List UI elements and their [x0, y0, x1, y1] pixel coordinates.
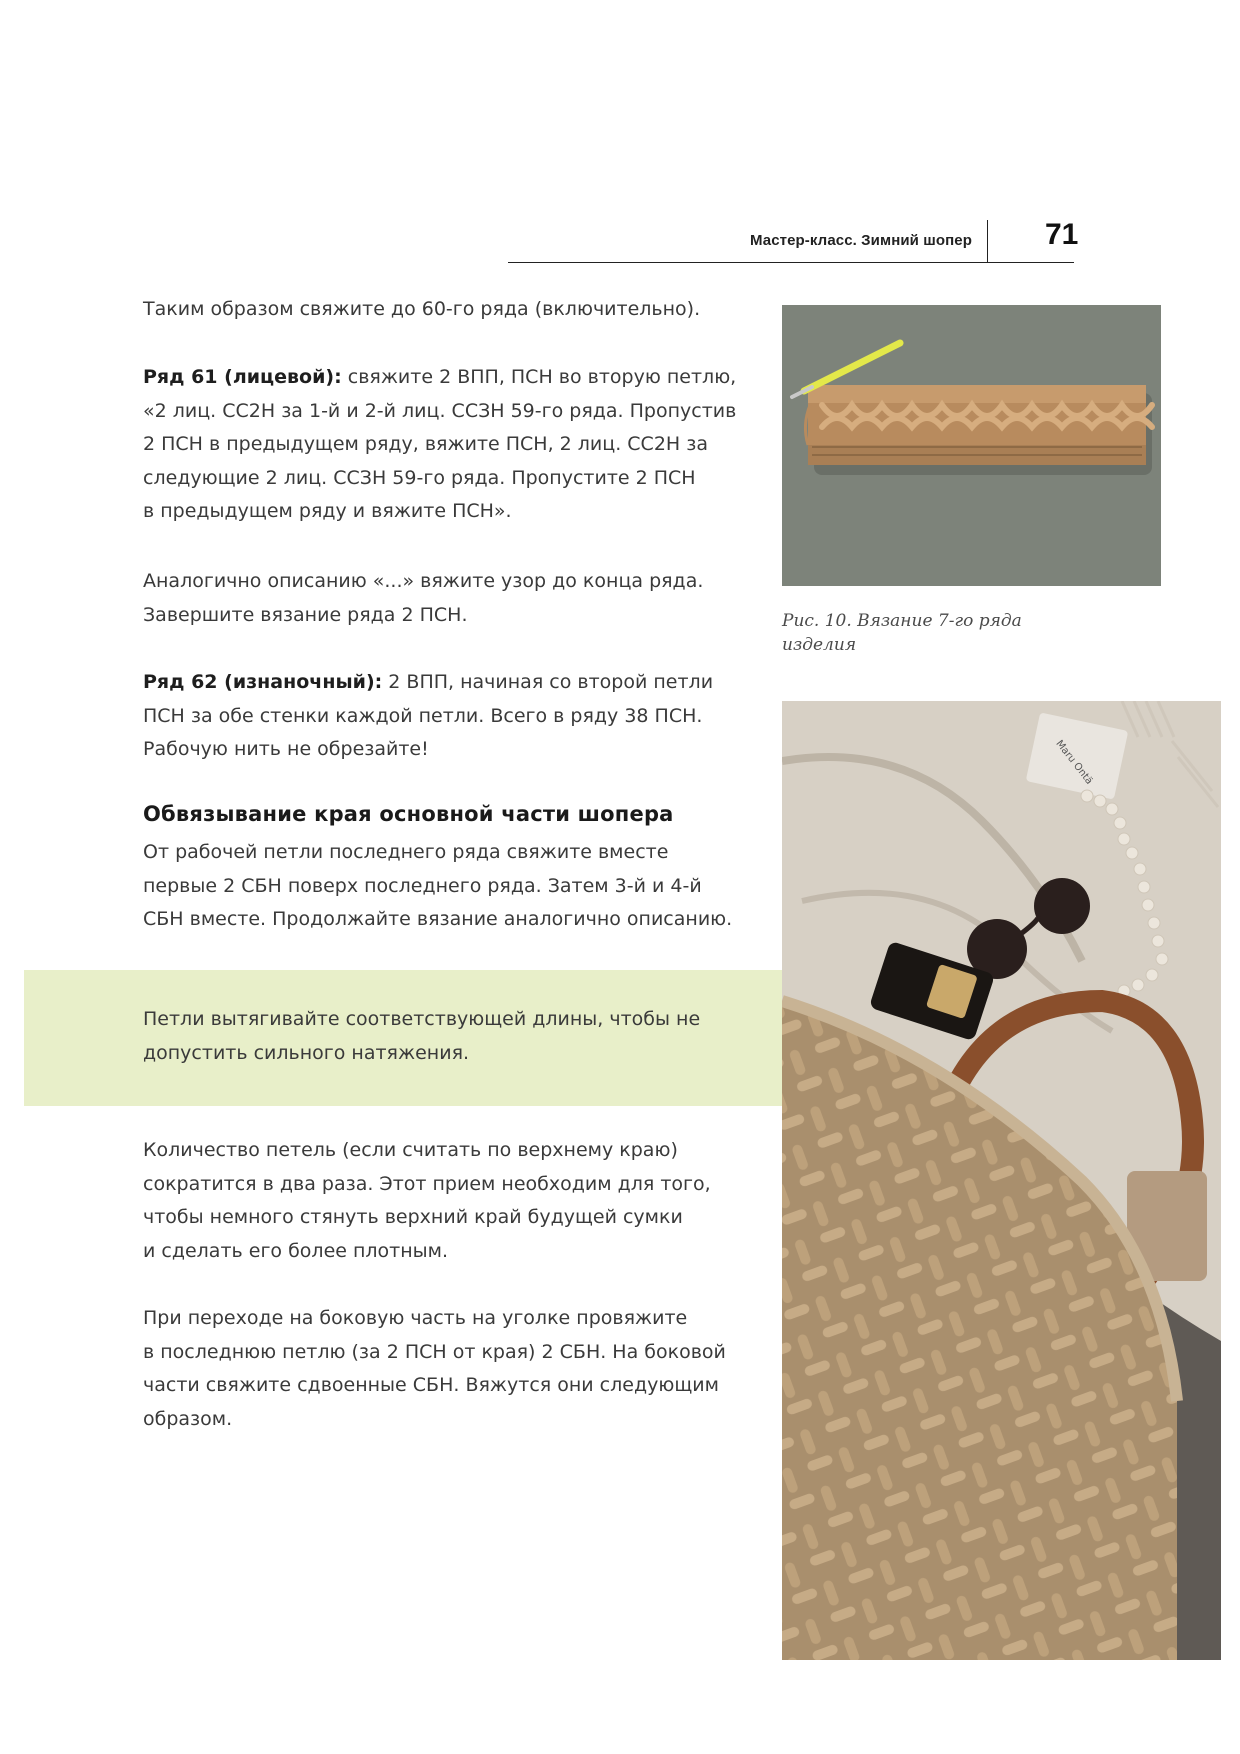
side-part-line: в последнюю петлю (за 2 ПСН от края) 2 СБН. На боковой	[143, 1340, 726, 1363]
row-61-line: «2 лиц. СС2Н за 1-й и 2-й лиц. ССЗН 59-го ряда. Пропустив	[143, 399, 737, 422]
paragraph-intro	[143, 293, 763, 327]
paragraph-edging	[143, 836, 763, 937]
tip-line: допустить сильного натяжения.	[143, 1041, 470, 1064]
paragraph-stitch-count	[143, 1134, 763, 1268]
tip-line: Петли вытягивайте соответствующей длины, чтобы не	[143, 1008, 701, 1030]
figure-bag-still-life-photo	[782, 701, 1221, 1660]
header-rule	[508, 262, 1074, 263]
side-part-line: При переходе на боковую часть на уголке провяжите	[143, 1307, 688, 1329]
svg-text:Maru Ontä: Maru Ontä	[1053, 738, 1095, 787]
figure-knitting-sample-photo	[782, 305, 1161, 586]
stitch-count-line: Количество петель (если считать по верхнему краю)	[143, 1139, 678, 1161]
stitch-count-line: чтобы немного стянуть верхний край будущей сумки	[143, 1206, 683, 1228]
stitch-count-line: сократится в два раза. Этот прием необходим для того,	[143, 1172, 711, 1195]
row-62-line: ПСН за обе стенки каждой петли. Всего в ряду 38 ПСН.	[143, 704, 703, 727]
row-62-label: Ряд 62 (изнаночный):	[143, 671, 383, 693]
row-61-label: Ряд 61 (лицевой):	[143, 366, 342, 388]
row-62-line: Рабочую нить не обрезайте!	[143, 738, 429, 760]
row-61-line: свяжите 2 ВПП, ПСН во вторую петлю,	[341, 366, 737, 388]
header-divider	[987, 220, 988, 262]
figure-caption	[782, 609, 1102, 657]
edging-line: СБН вместе. Продолжайте вязание аналогично описанию.	[143, 908, 733, 930]
side-part-line: образом.	[143, 1407, 233, 1430]
page-number: 71	[1045, 218, 1079, 251]
paragraph-pattern-repeat	[143, 565, 763, 632]
tip-text	[143, 1003, 743, 1070]
paragraph-row-62	[143, 666, 763, 767]
running-header-title: Мастер-класс. Зимний шопер	[749, 232, 972, 249]
paragraph-row-61	[143, 361, 763, 529]
bag-still-life-illustration	[782, 701, 1221, 1660]
edging-line: От рабочей петли последнего ряда свяжите вместе	[143, 841, 669, 863]
side-part-line: части свяжите сдвоенные СБН. Вяжутся они следующим	[143, 1374, 719, 1396]
caption-line: Рис. 10. Вязание 7-го ряда	[782, 611, 1022, 631]
pattern-repeat-line: Аналогично описанию «...» вяжите узор до конца ряда.	[143, 570, 704, 592]
pattern-repeat-line: Завершите вязание ряда 2 ПСН.	[143, 603, 468, 626]
paragraph-side-part	[143, 1302, 763, 1436]
row-61-line: следующие 2 лиц. ССЗН 59-го ряда. Пропустите 2 ПСН	[143, 466, 696, 489]
caption-line: изделия	[782, 635, 857, 655]
paragraph-intro-text: Таким образом свяжите до 60-го ряда (включительно).	[143, 298, 701, 320]
edging-line: первые 2 СБН поверх последнего ряда. Затем 3-й и 4-й	[143, 874, 702, 897]
row-61-line: в предыдущем ряду и вяжите ПСН».	[143, 500, 512, 522]
row-61-line: 2 ПСН в предыдущем ряду, вяжите ПСН, 2 лиц. СС2Н за	[143, 433, 708, 455]
stitch-count-line: и сделать его более плотным.	[143, 1239, 449, 1262]
row-62-line: 2 ВПП, начиная со второй петли	[382, 671, 714, 693]
section-heading: Обвязывание края основной части шопера	[143, 802, 674, 826]
knitting-sample-illustration	[782, 305, 1161, 586]
